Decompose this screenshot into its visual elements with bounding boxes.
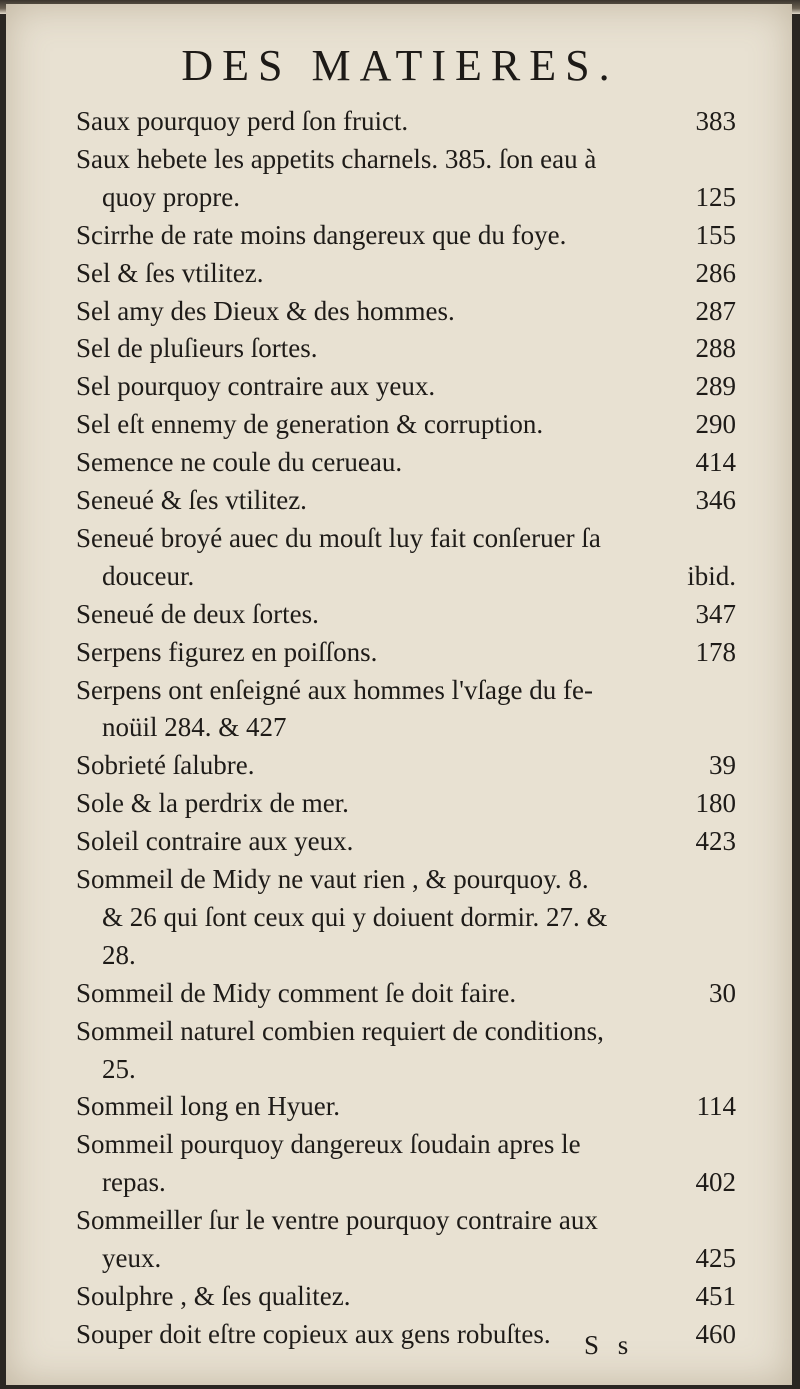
- entry-text: Seneué & ſes vtilitez.: [76, 485, 307, 515]
- running-head: DES MATIERES.: [181, 41, 619, 90]
- entry-page-number: 289: [695, 371, 736, 402]
- entry-text: Sel & ſes vtilitez.: [76, 257, 264, 288]
- index-entry: [76, 1315, 736, 1353]
- entry-text: Saux hebete les appetits charnels. 385. ſon eau à: [76, 143, 597, 174]
- entry-page-number: 423: [695, 826, 736, 857]
- entry-text: douceur.: [102, 560, 195, 591]
- entry-text: Sobrieté ſalubre.: [76, 750, 255, 781]
- entry-page-number: 402: [695, 1167, 736, 1198]
- entry-text: Seneué de deux ſortes.: [76, 598, 319, 629]
- entry-page-number: ibid.: [687, 560, 736, 591]
- index-entry: [76, 140, 736, 178]
- entry-text: Sel eſt ennemy de generation & corruption.: [76, 409, 544, 440]
- entry-text: Sommeil pourquoy dangereux ſoudain apres le: [76, 1129, 581, 1160]
- entry-text: noüil 284. & 427: [102, 712, 287, 743]
- entry-page-number: 425: [695, 1243, 736, 1273]
- entry-text: Souper doit eſtre copieux aux gens robuſtes.: [76, 1318, 551, 1349]
- entry-text: Saux pourquoy perd ſon fruict.: [76, 106, 409, 136]
- index-entry: [102, 1239, 736, 1277]
- entry-text: Sommeil de Midy comment ſe doit faire.: [76, 977, 517, 1008]
- entry-page-number: 39: [709, 750, 736, 781]
- index-entry: [76, 974, 736, 1012]
- index-entry: [76, 329, 736, 367]
- index-entry: [76, 367, 736, 405]
- index-entry: [102, 178, 736, 216]
- index-entry: [76, 633, 736, 671]
- entry-text: Semence ne coule du cerueau.: [76, 447, 403, 478]
- entry-page-number: 290: [695, 409, 736, 440]
- index-entry: [76, 292, 736, 330]
- entry-page-number: 155: [695, 219, 736, 250]
- entry-text: Serpens figurez en poiſſons.: [76, 636, 378, 667]
- index-entry: [76, 822, 736, 860]
- entry-text: 28.: [102, 939, 136, 970]
- entry-page-number: 347: [695, 598, 736, 629]
- entry-page-number: 114: [696, 1091, 736, 1122]
- entry-text: yeux.: [102, 1243, 162, 1273]
- index-entry: [76, 102, 736, 140]
- index-entry: [76, 671, 736, 709]
- entry-page-number: 287: [695, 295, 736, 326]
- entry-page-number: 30: [709, 977, 736, 1008]
- entry-text: & 26 qui ſont ceux qui y doiuent dormir. 27. &: [102, 901, 608, 932]
- index-entry: [76, 1125, 736, 1163]
- index-entry: [76, 1277, 736, 1315]
- entry-text: Sommeil de Midy ne vaut rien , & pourquoy. 8.: [76, 864, 589, 894]
- entry-page-number: 180: [695, 788, 736, 819]
- entry-text: repas.: [102, 1167, 166, 1198]
- entry-text: Scirrhe de rate moins dangereux que du foye.: [76, 219, 567, 250]
- index-entry: [76, 1087, 736, 1125]
- entry-text: Soleil contraire aux yeux.: [76, 826, 354, 857]
- entry-text: Sel amy des Dieux & des hommes.: [76, 295, 455, 326]
- index-entry: [76, 860, 736, 898]
- entry-page-number: 125: [695, 181, 736, 212]
- entry-text: Sole & la perdrix de mer.: [76, 788, 349, 819]
- index-entry: [102, 936, 736, 974]
- index-entry: [76, 1012, 736, 1050]
- index-entry: [76, 746, 736, 784]
- entry-page-number: 288: [695, 333, 736, 364]
- index-entry: [76, 784, 736, 822]
- index-entry: [102, 1050, 736, 1088]
- index-entry: [102, 557, 736, 595]
- entry-text: Seneué broyé auec du mouſt luy fait conſeruer ſa: [76, 522, 601, 553]
- entry-text: Serpens ont enſeigné aux hommes l'vſage du fe-: [76, 674, 593, 705]
- entry-page-number: 451: [695, 1280, 736, 1311]
- entry-page-number: 286: [695, 257, 736, 288]
- entry-page-number: 460: [695, 1318, 736, 1349]
- entry-text: Sel pourquoy contraire aux yeux.: [76, 371, 436, 402]
- entry-text: 25.: [102, 1053, 136, 1084]
- signature-mark: S s: [584, 1330, 635, 1360]
- entry-text: Sommeil naturel combien requiert de conditions,: [76, 1015, 604, 1046]
- index-entry: [76, 595, 736, 633]
- entry-text: Sommeiller ſur le ventre pourquoy contraire aux: [76, 1205, 598, 1236]
- index-entry: [76, 254, 736, 292]
- index-entry: [102, 1163, 736, 1201]
- entry-text: quoy propre.: [102, 181, 240, 212]
- index-entry: [76, 405, 736, 443]
- index-entry: [102, 898, 736, 936]
- index-entry: [76, 481, 736, 519]
- index-entry: [76, 443, 736, 481]
- entry-page-number: 383: [695, 106, 736, 136]
- entry-text: Soulphre , & ſes qualitez.: [76, 1280, 351, 1311]
- entry-text: Sommeil long en Hyuer.: [76, 1091, 340, 1122]
- entry-page-number: 346: [695, 485, 736, 515]
- index-entry: [76, 1201, 736, 1239]
- index-entry: [76, 216, 736, 254]
- entry-page-number: 414: [695, 447, 736, 478]
- index-entry: [102, 708, 736, 746]
- entry-page-number: 178: [695, 636, 736, 667]
- entry-text: Sel de pluſieurs ſortes.: [76, 333, 318, 364]
- index-entry: [76, 519, 736, 557]
